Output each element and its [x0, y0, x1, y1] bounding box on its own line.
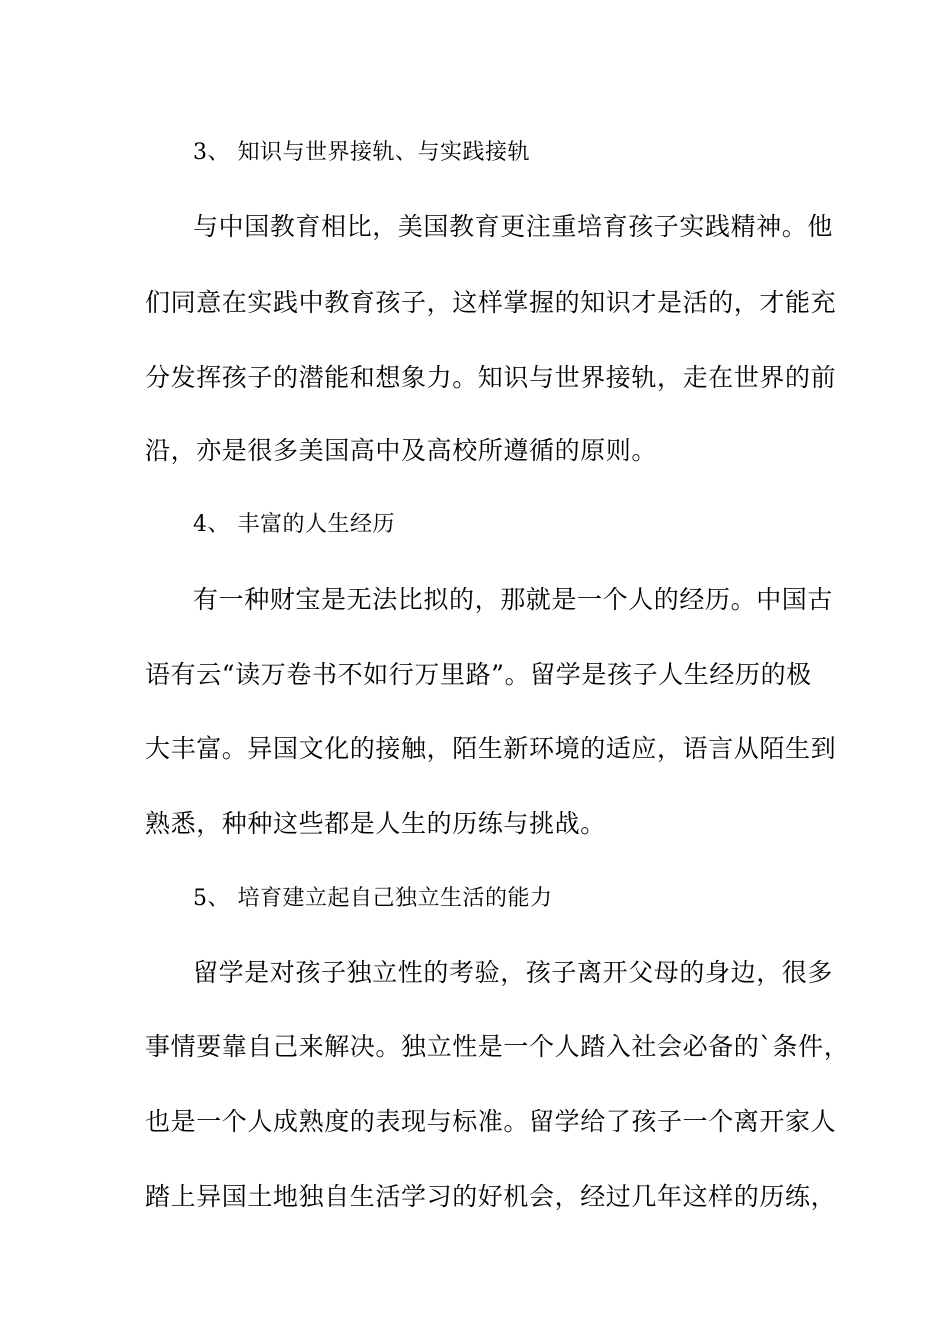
paragraph-line: 分发挥孩子的潜能和想象力。知识与世界接轨，走在世界的前 [145, 363, 837, 392]
paragraph-line: 踏上异国土地独自生活学习的好机会，经过几年这样的历练， [145, 1182, 837, 1211]
section-heading-3: 3、 知识与世界接轨、与实践接轨 [193, 140, 530, 165]
paragraph-line: 大丰富。异国文化的接触，陌生新环境的适应，语言从陌生到 [145, 734, 837, 763]
paragraph-line: 留学是对孩子独立性的考验，孩子离开父母的身边，很多 [193, 958, 834, 987]
paragraph-line: 们同意在实践中教育孩子，这样掌握的知识才是活的，才能充 [145, 288, 837, 317]
paragraph-line: 有一种财宝是无法比拟的，那就是一个人的经历。中国古 [193, 585, 834, 614]
section-heading-5: 5、 培育建立起自己独立生活的能力 [193, 886, 553, 911]
paragraph-line: 沿，亦是很多美国高中及高校所遵循的原则。 [145, 436, 658, 465]
paragraph-line: 事情要靠自己来解决。独立性是一个人踏入社会必备的`条件， [145, 1032, 850, 1061]
paragraph-line: 熟悉，种种这些都是人生的历练与挑战。 [145, 809, 606, 838]
paragraph-line: 语有云“读万卷书不如行万里路”。留学是孩子人生经历的极 [145, 660, 812, 689]
paragraph-line: 与中国教育相比，美国教育更注重培育孩子实践精神。他 [193, 212, 834, 241]
paragraph-line: 也是一个人成熟度的表现与标准。留学给了孩子一个离开家人 [145, 1107, 837, 1136]
section-heading-4: 4、 丰富的人生经历 [193, 512, 395, 537]
